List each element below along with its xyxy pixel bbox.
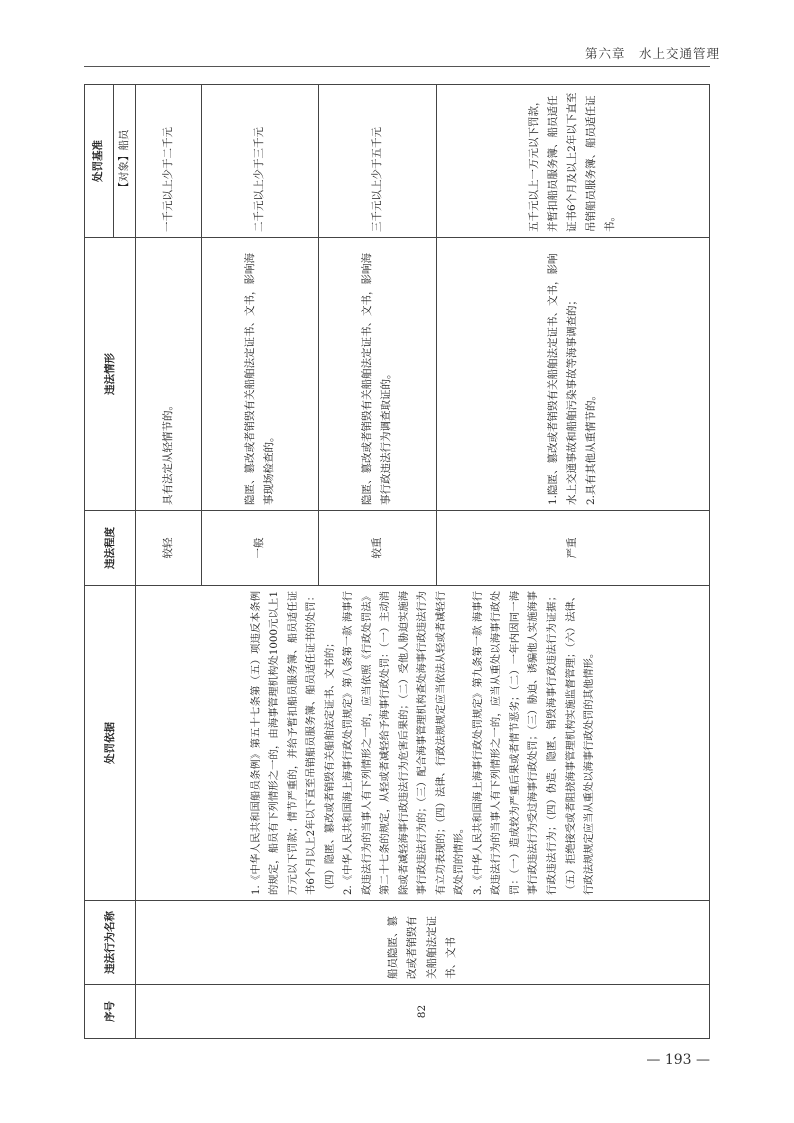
- cell-name: 船员隐匿、篡改或者销毁有关船舶法定证书、文书: [136, 901, 710, 985]
- cell-situation: 1.隐匿、篡改或者销毁有关船舶法定证书、文书，影响水上交通事故和船舶污染事故等海事调查的； 2.具有其他从重情节的。: [436, 238, 709, 511]
- cell-situation: 隐匿、篡改或者销毁有关船舶法定证书、文书，影响海事现场检查的。: [201, 238, 318, 511]
- cell-standard: 三千元以上少于五千元: [319, 85, 436, 238]
- running-header: 第六章 水上交通管理: [584, 46, 720, 61]
- header-situation: 违法情形: [85, 238, 136, 511]
- cell-standard: 二千元以上少于三千元: [201, 85, 318, 238]
- rotated-table-region: [84, 85, 710, 1039]
- cell-degree: 严重: [436, 511, 709, 586]
- penalty-table: [84, 84, 710, 1039]
- basis-paragraph: 1.《中华人民共和国船员条例》第五十七条第（五）项违反本条例的规定，船员有下列情形之一的，由海事管理机构处1000元以上1万元以下罚款；情节严重的，并给予暂扣船员服务簿、船员适任证书6个月以上2年以下直至吊销船员服务簿、船员适任证书的处罚：（四）隐匿、篡改或者销毁有关船舶法定证书、文书的；: [249, 591, 336, 895]
- cell-situation: 隐匿、篡改或者销毁有关船舶法定证书、文书，影响海事行政违法行为调查取证的。: [319, 238, 436, 511]
- cell-seq: 82: [136, 985, 710, 1039]
- header-rule: [84, 66, 710, 67]
- cell-standard: 一千元以上少于二千元: [136, 85, 202, 238]
- cell-degree: 较轻: [136, 511, 202, 586]
- basis-paragraph: 2.《中华人民共和国海上海事行政处罚规定》第八条第一款 海事行政违法行为的当事人有下列情形之一的，应当依照《行政处罚法》第二十七条的规定，从轻或者减轻给予海事行政处罚：（一）主动消除或者减轻海事行政违法行为危害后果的；（二）受他人胁迫实施海事行政违法行为的；（三）配合海事管理机构查处海事行政违法行为有立功表现的；（四）法律、行政法规规定应当依法从轻或者减轻行政处罚的情形。: [342, 591, 466, 895]
- cell-degree: 一般: [201, 511, 318, 586]
- header-name: 违法行为名称: [85, 901, 136, 985]
- table-header-row: [85, 85, 114, 1039]
- header-target: 【对象】船员: [114, 85, 136, 238]
- cell-basis: [136, 586, 710, 901]
- basis-paragraph: 3.《中华人民共和国海上海事行政处罚规定》第九条第一款 海事行政违法行为的当事人有下列情形之一的，应当从重处以海事行政处罚：（一）造成较为严重后果或者情节恶劣；（二）一年内因同一海事行政违法行为受过海事行政处罚；（三）胁迫、诱骗他人实施海事行政违法行为；（四）伪造、隐匿、销毁海事行政违法行为证据；（五）拒绝接受或者阻挠海事管理机构实施监督管理；（六）法律、行政法规规定应当从重处以海事行政处罚的其他情形。: [471, 591, 596, 895]
- header-standard: 处罚基准: [85, 85, 114, 238]
- header-basis: 处罚依据: [85, 586, 136, 901]
- cell-situation: 具有法定从轻情节的。: [136, 238, 202, 511]
- header-degree: 违法程度: [85, 511, 136, 586]
- table-row: [136, 85, 202, 1039]
- page-number: — 193 —: [646, 1052, 710, 1068]
- header-seq: 序号: [85, 985, 136, 1039]
- cell-standard: 五千元以上一万元以下罚款，并暂扣船员服务簿、船员适任证书6个月及以上2年以下直至吊销船员服务簿、船员适任证书。: [436, 85, 709, 238]
- cell-degree: 较重: [319, 511, 436, 586]
